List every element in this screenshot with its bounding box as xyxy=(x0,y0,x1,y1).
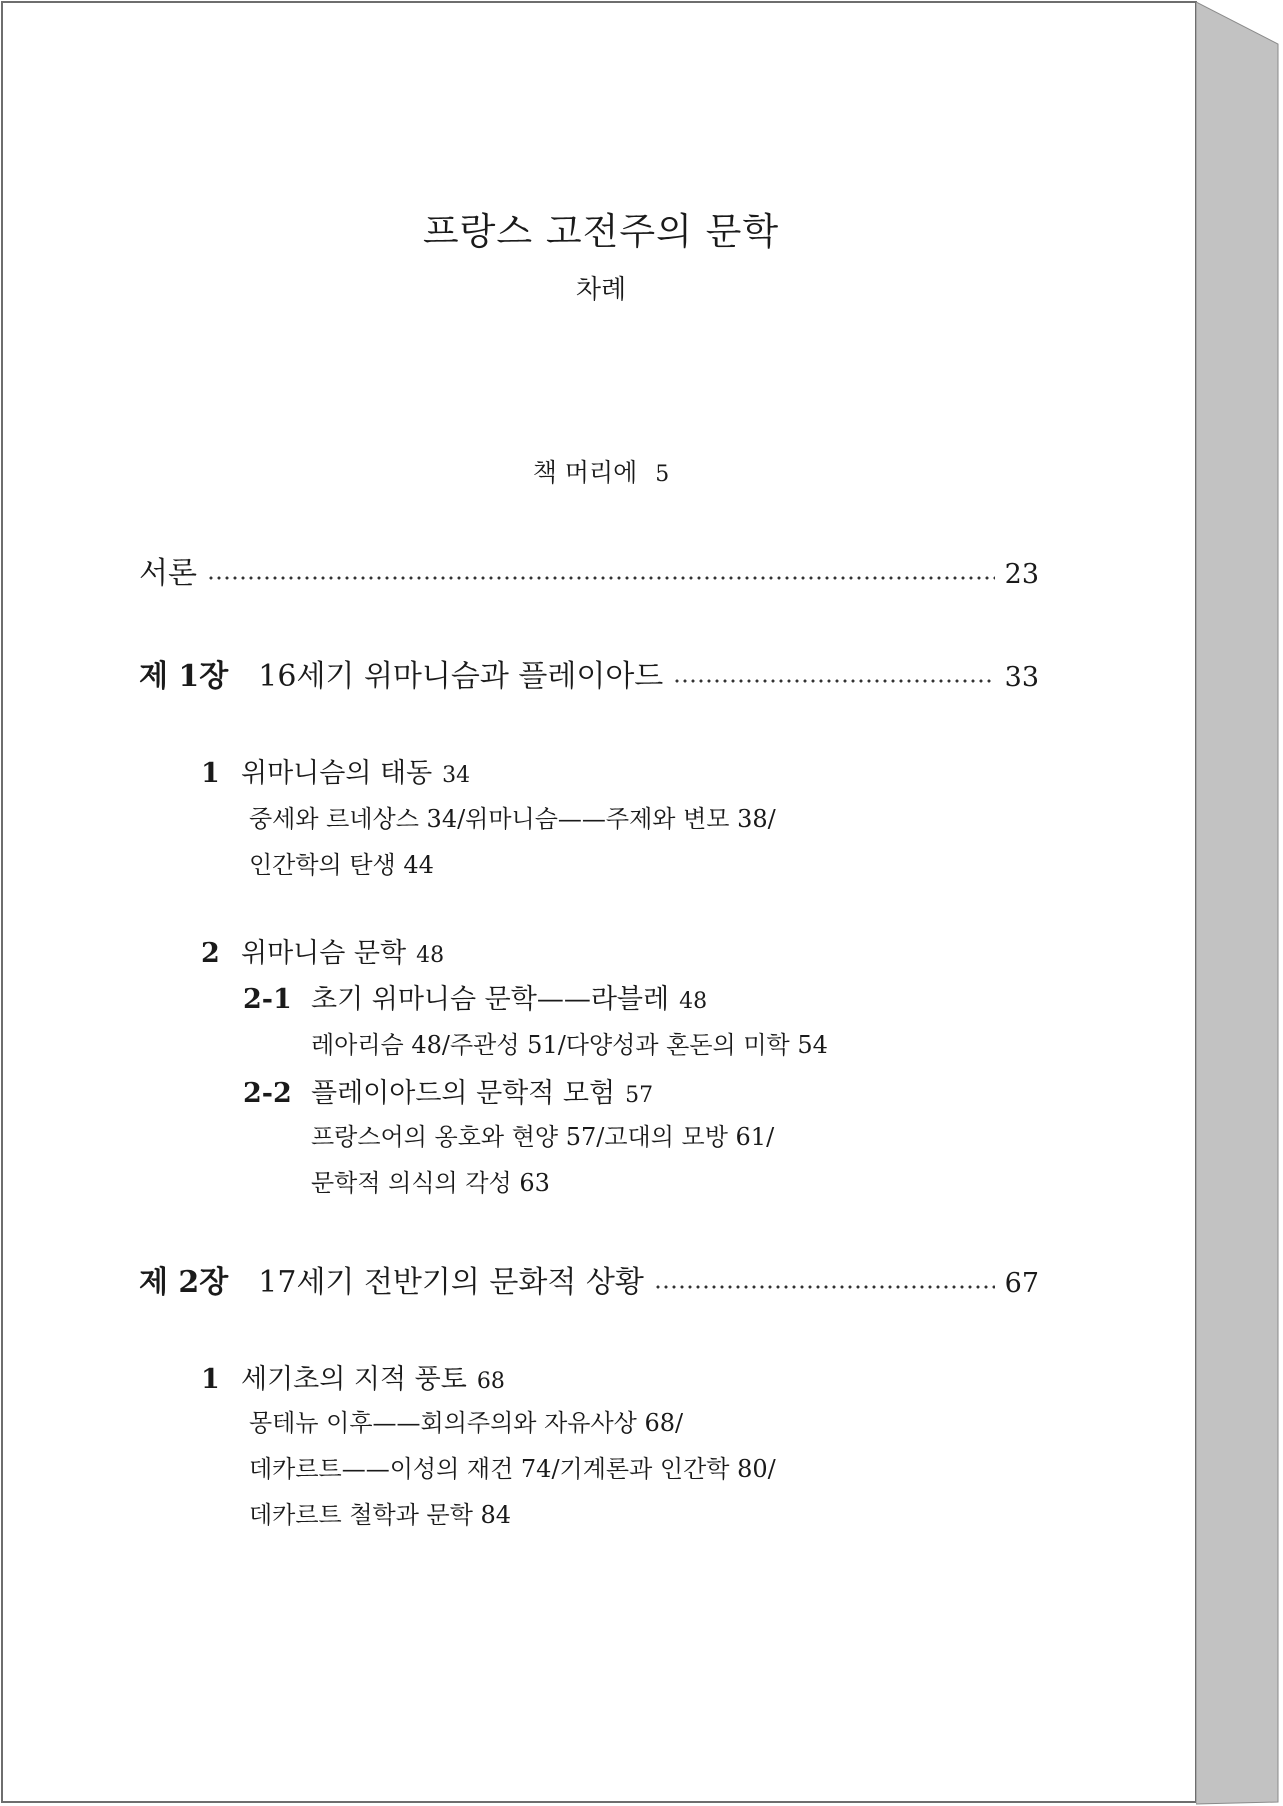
section-number: 2 xyxy=(201,938,220,969)
section-page: 68 xyxy=(476,1369,505,1394)
section-number: 1 xyxy=(201,1364,220,1395)
toc-subline: 프랑스어의 옹호와 현양 57/고대의 모방 61/ xyxy=(311,1123,775,1151)
section-number: 1 xyxy=(201,758,220,789)
section-title: 위마니슴 문학 xyxy=(241,938,407,969)
subsection-number: 2-1 xyxy=(243,984,292,1015)
toc-entry-chapter-2[interactable] xyxy=(139,1257,1039,1301)
entry-page: 33 xyxy=(1004,662,1039,693)
subsection-number: 2-2 xyxy=(243,1078,292,1109)
book-title: 프랑스 고전주의 문학 xyxy=(422,210,780,253)
entry-label: 책 머리에 xyxy=(532,458,638,487)
dot-leader xyxy=(654,1285,995,1289)
dot-leader xyxy=(207,576,995,580)
toc-entry-chapter-1[interactable] xyxy=(139,651,1039,695)
toc-subsection-2-1[interactable] xyxy=(243,977,707,1016)
chapter-title: 16세기 위마니슴과 플레이아드 xyxy=(258,659,664,694)
book-edge-decoration xyxy=(1196,0,1283,1806)
toc-entry-intro[interactable] xyxy=(139,548,1039,592)
section-page: 34 xyxy=(442,763,471,788)
section-title: 위마니슴의 태동 xyxy=(241,758,433,789)
subsection-title: 초기 위마니슴 문학——라블레 xyxy=(311,984,670,1015)
chapter-title: 17세기 전반기의 문화적 상황 xyxy=(258,1265,644,1300)
toc-section-2-1[interactable] xyxy=(201,1357,505,1396)
toc-section-1-2[interactable] xyxy=(201,931,444,970)
toc-subline: 중세와 르네상스 34/위마니슴——주제와 변모 38/ xyxy=(249,805,776,833)
toc-subline: 몽테뉴 이후——회의주의와 자유사상 68/ xyxy=(249,1409,684,1437)
subsection-page: 48 xyxy=(679,989,708,1014)
toc-subsection-2-2[interactable] xyxy=(243,1071,653,1110)
entry-label: 서론 xyxy=(139,556,197,591)
subsection-page: 57 xyxy=(625,1083,654,1108)
entry-page: 67 xyxy=(1004,1268,1039,1299)
entry-page: 23 xyxy=(1004,559,1039,590)
toc-heading: 차례 xyxy=(575,275,627,305)
subsection-title: 플레이아드의 문학적 모험 xyxy=(311,1078,616,1109)
toc-subline: 데카르트——이성의 재건 74/기계론과 인간학 80/ xyxy=(249,1455,776,1483)
chapter-number: 제 1장 xyxy=(139,659,229,694)
toc-section-1-1[interactable] xyxy=(201,751,470,790)
toc-subline: 인간학의 탄생 44 xyxy=(249,851,434,879)
toc-subline: 레아리슴 48/주관성 51/다양성과 혼돈의 미학 54 xyxy=(311,1031,828,1059)
book-page xyxy=(1,1,1197,1803)
toc-subline: 문학적 의식의 각성 63 xyxy=(311,1169,550,1197)
chapter-number: 제 2장 xyxy=(139,1265,229,1300)
entry-page: 5 xyxy=(655,462,670,487)
toc-subline: 데카르트 철학과 문학 84 xyxy=(249,1501,512,1529)
dot-leader xyxy=(673,679,994,683)
section-page: 48 xyxy=(416,943,445,968)
toc-entry-preface[interactable] xyxy=(3,453,1197,489)
section-title: 세기초의 지적 풍토 xyxy=(241,1364,467,1395)
